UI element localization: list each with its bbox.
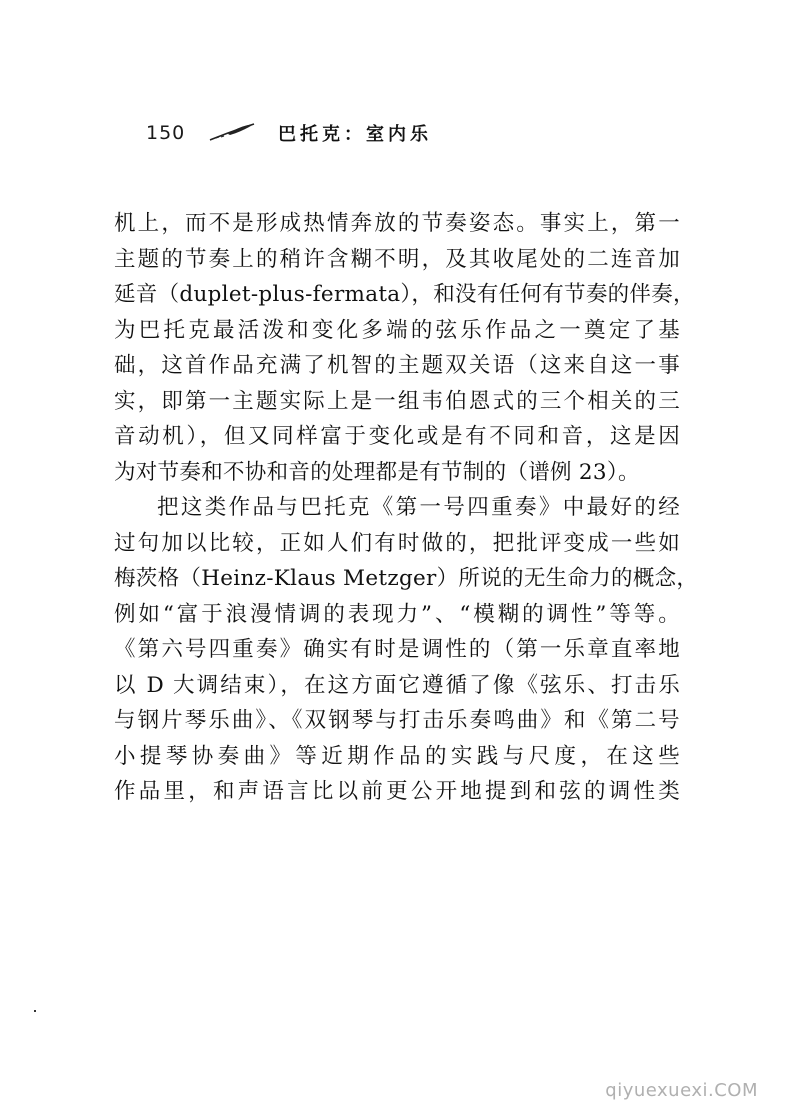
text-line: 小提琴协奏曲》等近期作品的实践与尺度，在这些 <box>114 743 680 769</box>
text-line: 实，即第一主题实际上是一组韦伯恩式的三个相关的三 <box>114 388 680 414</box>
text-line: 《第六号四重奏》确实有时是调性的（第一乐章直率地 <box>114 637 680 662</box>
text-line: 延音（duplet-plus-fermata），和没有任何有节奏的伴奏， <box>114 282 695 307</box>
body-text <box>114 206 699 810</box>
text-line: 为对节奏和不协和音的处理都是有节制的（谱例 23）。 <box>114 459 640 485</box>
text-line: 为巴托克最活泼和变化多端的弦乐作品之一奠定了基 <box>114 317 680 343</box>
text-line: 过句加以比较，正如人们有时做的，把批评变成一些如 <box>114 530 680 556</box>
text-line: 以 D 大调结束），在这方面它遵循了像《弦乐、打击乐 <box>114 672 680 698</box>
scan-dot <box>34 1010 36 1012</box>
text-line: 础，这首作品充满了机智的主题双关语（这来自这一事 <box>114 353 680 378</box>
text-line: 把这类作品与巴托克《第一号四重奏》中最好的经 <box>157 495 680 520</box>
page-header <box>146 120 646 150</box>
paragraph-2 <box>114 490 699 810</box>
header-title: 巴托克：室内乐 <box>278 124 432 145</box>
quill-icon <box>208 122 256 142</box>
text-line: 例如“富于浪漫情调的表现力”、“模糊的调性”等等。 <box>114 601 680 627</box>
watermark: qiyuexuexi.COM <box>605 1080 758 1101</box>
text-line: 机上，而不是形成热情奔放的节奏姿态。事实上，第一 <box>114 211 680 236</box>
page-number: 150 <box>146 122 186 144</box>
text-line: 作品里，和声语言比以前更公开地提到和弦的调性类 <box>114 779 680 804</box>
text-line: 梅茨格（Heinz-Klaus Metzger）所说的无生命力的概念， <box>114 566 699 591</box>
text-line: 与钢片琴乐曲》、《双钢琴与打击乐奏鸣曲》和《第二号 <box>114 708 680 733</box>
text-line: 音动机），但又同样富于变化或是有不同和音，这是因 <box>114 424 680 449</box>
paragraph-1 <box>114 206 695 490</box>
text-line: 主题的节奏上的稍许含糊不明，及其收尾处的二连音加 <box>114 246 680 272</box>
